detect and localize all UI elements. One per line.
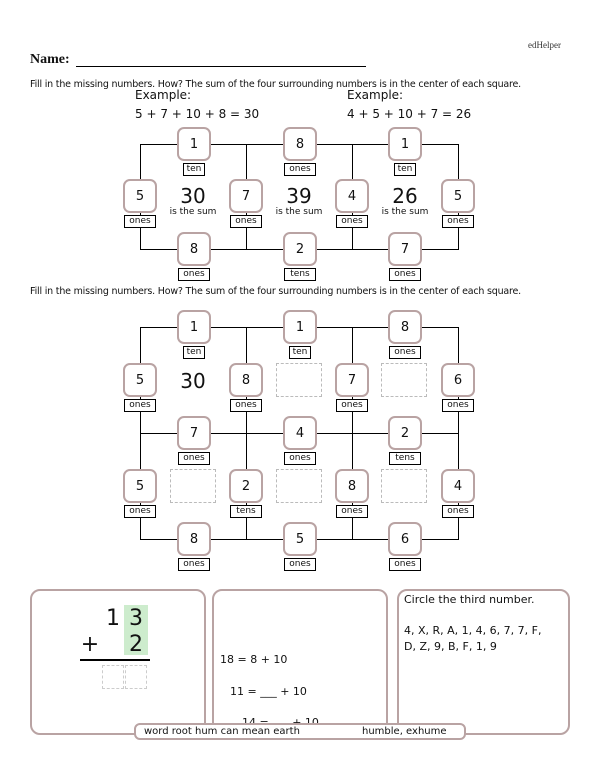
number-box: 4 (283, 416, 317, 450)
sequence-line: 4, X, R, A, 1, 4, 6, 7, 7, F, (404, 624, 542, 637)
example-equation-2: 4 + 5 + 10 + 7 = 26 (347, 107, 472, 121)
sum-value: 30 (180, 369, 206, 393)
number-box: 5 (283, 522, 317, 556)
answer-blank[interactable] (170, 469, 216, 503)
sum-line (80, 659, 150, 661)
answer-blank[interactable] (276, 363, 322, 397)
number-box: 5 (123, 469, 157, 503)
place-tag: ten (183, 163, 205, 176)
middle-number-box: 5 (441, 179, 475, 213)
number-box: 8 (388, 310, 422, 344)
place-tag: ones (389, 268, 421, 281)
name-input-line[interactable] (76, 66, 366, 67)
answer-blank[interactable] (276, 469, 322, 503)
sum-label: is the sum (275, 207, 323, 217)
word-root-banner (134, 723, 466, 740)
place-tag: ones (442, 505, 474, 518)
example-label-1: Example: (135, 88, 192, 102)
answer-cell[interactable] (102, 665, 124, 689)
panel-title: Circle the third number. (404, 593, 535, 606)
number-box: 4 (441, 469, 475, 503)
number-box: 2 (229, 469, 263, 503)
place-tag: ones (336, 505, 368, 518)
circle-number-panel (397, 589, 570, 735)
tens-digit: 1 (106, 606, 120, 631)
place-tag: ones (442, 399, 474, 412)
equation-example: 18 = 8 + 10 (220, 653, 288, 666)
example-label-2: Example: (347, 88, 404, 102)
place-tag: ones (284, 452, 316, 465)
sum-value: 30 (180, 184, 206, 208)
top-number-box: 8 (283, 127, 317, 161)
number-box: 2 (388, 416, 422, 450)
answer-blank[interactable] (381, 469, 427, 503)
place-tag: ones (124, 215, 156, 228)
brand-label: edHelper (528, 40, 561, 50)
place-tag: ones (284, 558, 316, 571)
number-box: 5 (123, 363, 157, 397)
bottom-number-box: 7 (388, 232, 422, 266)
number-box: 8 (229, 363, 263, 397)
middle-number-box: 7 (229, 179, 263, 213)
sum-label: is the sum (169, 207, 217, 217)
top-number-box: 1 (177, 127, 211, 161)
place-tag: ten (183, 346, 205, 359)
name-label: Name: (30, 52, 70, 67)
answer-cell[interactable] (125, 665, 147, 689)
place-tag: ones (336, 399, 368, 412)
place-tag: ones (178, 558, 210, 571)
sequence-line: D, Z, 9, B, F, 1, 9 (404, 640, 497, 653)
number-box: 7 (335, 363, 369, 397)
answer-blank[interactable] (381, 363, 427, 397)
place-tag: tens (284, 268, 316, 281)
place-tag: ones (124, 505, 156, 518)
place-tag: ones (230, 399, 262, 412)
place-tag: ones (442, 215, 474, 228)
addition-panel (30, 589, 206, 735)
middle-number-box: 4 (335, 179, 369, 213)
number-box: 8 (335, 469, 369, 503)
place-tag: ones (178, 268, 210, 281)
number-box: 1 (283, 310, 317, 344)
number-box: 8 (177, 522, 211, 556)
word-root-text: word root hum can mean earth (144, 726, 300, 737)
sum-label: is the sum (381, 207, 429, 217)
bottom-number-box: 8 (177, 232, 211, 266)
addend-digit: 2 (129, 632, 143, 657)
place-tag: ones (124, 399, 156, 412)
middle-number-box: 5 (123, 179, 157, 213)
place-tag: tens (230, 505, 262, 518)
ones-digit: 3 (129, 606, 143, 631)
bottom-number-box: 2 (283, 232, 317, 266)
sum-value: 26 (392, 184, 418, 208)
place-tag: ones (389, 558, 421, 571)
number-box: 6 (388, 522, 422, 556)
example-equation-1: 5 + 7 + 10 + 8 = 30 (135, 107, 260, 121)
number-box: 1 (177, 310, 211, 344)
place-tag: ones (389, 346, 421, 359)
place-tag: ones (230, 215, 262, 228)
place-tag: ten (289, 346, 311, 359)
instruction-2: Fill in the missing numbers. How? The sum of the four surrounding numbers is in the center of each square. (30, 286, 522, 297)
word-root-examples: humble, exhume (362, 726, 447, 737)
sum-value: 39 (286, 184, 312, 208)
top-number-box: 1 (388, 127, 422, 161)
place-tag: ones (336, 215, 368, 228)
place-tag: ten (394, 163, 416, 176)
number-box: 6 (441, 363, 475, 397)
tens-equation-panel (212, 589, 388, 735)
number-box: 7 (177, 416, 211, 450)
place-tag: ones (284, 163, 316, 176)
instruction-1: Fill in the missing numbers. How? The sum of the four surrounding numbers is in the center of each square. (30, 79, 522, 90)
place-tag: tens (389, 452, 421, 465)
equation-problem: 11 = ___ + 10 (230, 685, 307, 698)
plus-sign: + (80, 632, 100, 657)
place-tag: ones (178, 452, 210, 465)
